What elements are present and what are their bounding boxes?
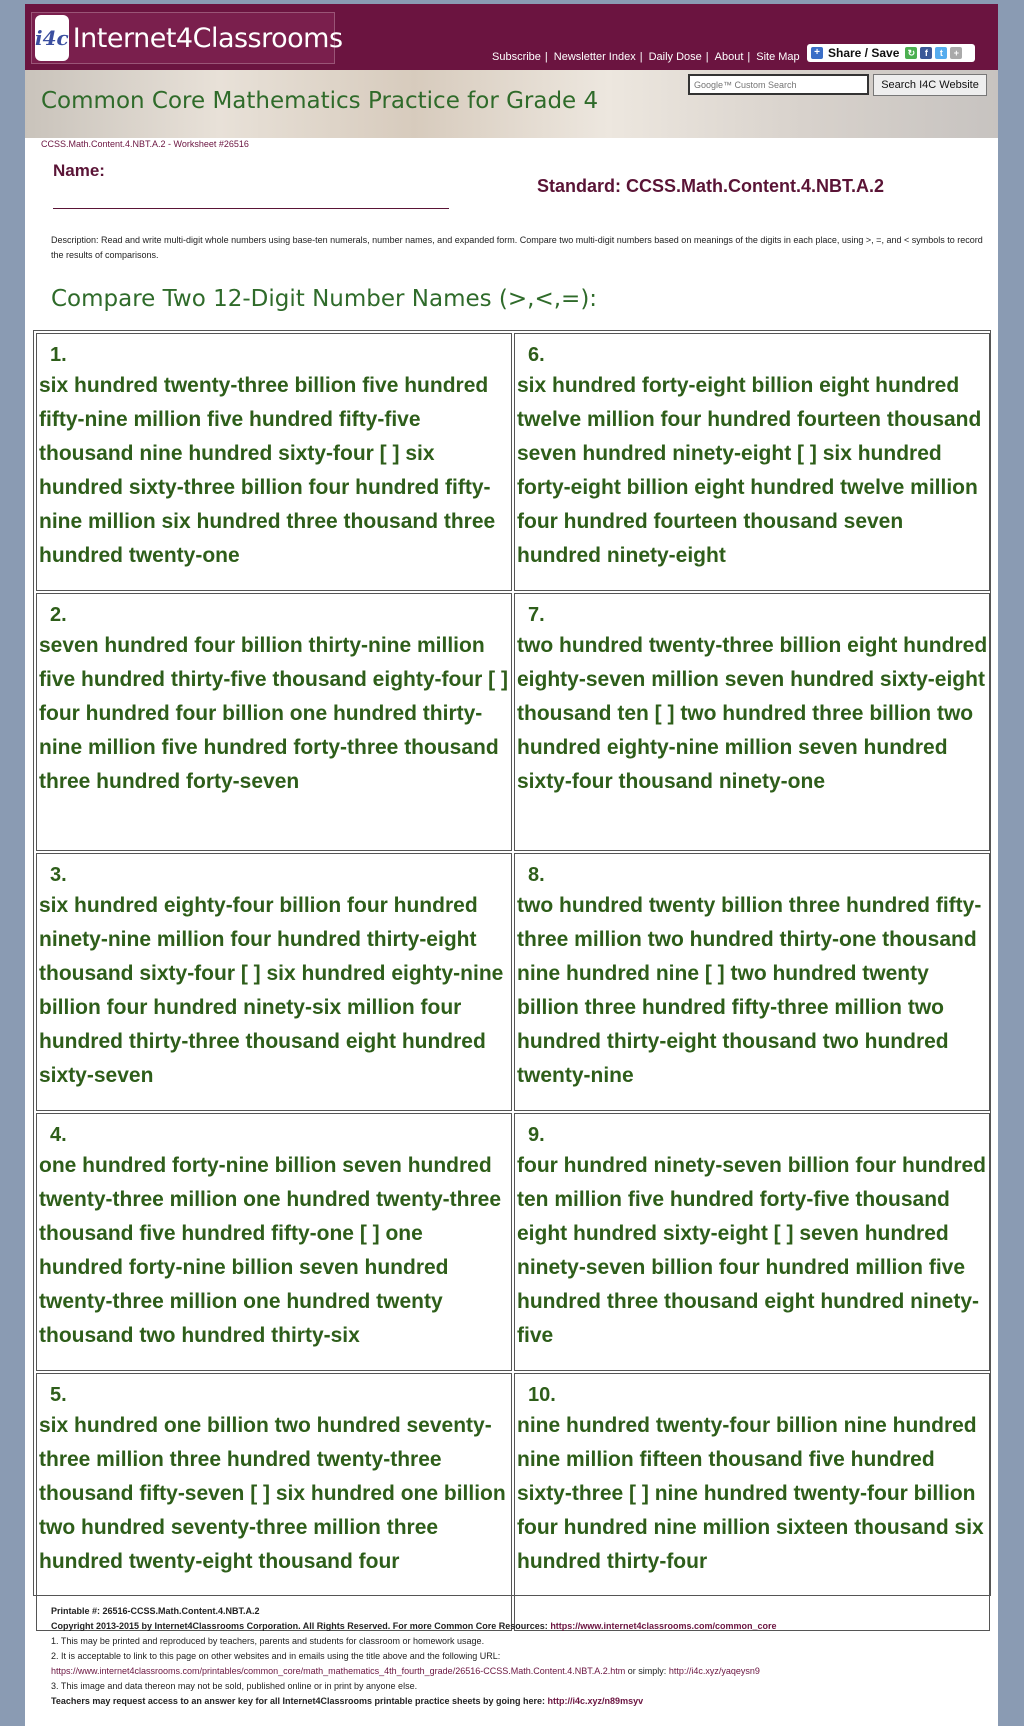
problem-text: one hundred forty-nine billion seven hundred twenty-three million one hundred twenty-three thousand five hundred fifty-one [ ] one hundred forty-nine billion seven hundred twenty-three million one hundred twenty thousand two hundred thirty-six [39,1154,502,1347]
logo-text: Internet4Classrooms [72,22,343,54]
common-core-link[interactable]: https://www.internet4classrooms.com/common_core [550,1621,777,1631]
usage-line-2: 2. It is acceptable to link to this page on other websites and in emails using the title above and the following URL: [51,1651,501,1661]
problem-cell [514,1373,990,1631]
nav-site-map[interactable]: Site Map [756,51,800,63]
i4c-logo-icon: i4c [35,15,69,61]
answer-key-note: Teachers may request access to an answer key for all Internet4Classrooms printable practice sheets by going here: http://i4c.xyz/n89msyv [51,1696,644,1706]
standard-label: Standard: CCSS.Math.Content.4.NBT.A.2 [537,176,885,196]
problem-number: 5. [50,1384,67,1406]
problem-text: six hundred one billion two hundred seventy-three million three hundred twenty-three thousand fifty-seven [ ] six hundred one billion two hundred seventy-three million three hundred twenty-eight thousand four [39,1414,506,1573]
problem-text: six hundred eighty-four billion four hundred ninety-nine million four hundred thirty-eight thousand sixty-four [ ] six hundred eighty-nine billion four hundred ninety-six million four hundred thirty-three thousand eight hundred sixty-seven [39,894,504,1087]
nav-about[interactable]: About [714,51,744,63]
problem-cell [514,1113,990,1371]
problem-number: 7. [528,604,545,626]
problem-number: 10. [528,1384,556,1406]
nav-separator: | [747,51,751,63]
share-icon: ↻ [905,47,917,59]
problem-number: 9. [528,1124,545,1146]
copyright: Copyright 2013-2015 by Internet4Classrooms Corporation. All Rights Reserved. For more Common Core Resources: https://www.internet4classrooms.com/common_core [51,1621,777,1631]
problem-number: 8. [528,864,545,886]
page-url-link[interactable]: https://www.internet4classrooms.com/printables/common_core/math_mathematics_4th_fourth_grade/26516-CCSS.Math.Content.4.NBT.A.2.htm [51,1666,626,1676]
problem-cell [514,593,990,851]
problem-cell [36,593,512,851]
site-header [25,4,998,138]
problem-number: 6. [528,344,545,366]
problem-text: two hundred twenty-three billion eight hundred eighty-seven million seven hundred sixty-eight thousand ten [ ] two hundred three billion two hundred eighty-nine million seven hundred sixty-four thousand ninety-one [517,634,988,793]
section-title: Compare Two 12-Digit Number Names (>,<,=): [51,286,598,312]
problem-number: 3. [50,864,67,886]
search-input[interactable] [688,74,869,95]
footer [51,1604,991,1709]
page-title: Common Core Mathematics Practice for Grade 4 [41,88,599,114]
facebook-icon: f [920,47,932,59]
problem-text: six hundred twenty-three billion five hundred fifty-nine million five hundred fifty-five thousand nine hundred sixty-four [ ] six hundred sixty-three billion four hundred fifty-nine million six hundred three thousand three hundred twenty-one [39,374,496,567]
header-bar [25,4,998,70]
short-url-link[interactable]: http://i4c.xyz/yaqeysn9 [668,1666,760,1676]
problem-cell [36,1373,512,1631]
search-button[interactable]: Search I4C Website [873,74,987,96]
description: Description: Read and write multi-digit whole numbers using base-ten numerals, number names, and expanded form. Compare two multi-digit numbers based on meanings of the digits in each place, using >, =, and < symbols to record the results of comparisons. [51,235,983,260]
usage-line-1: 1. This may be printed and reproduced by teachers, parents and students for classroom or homework usage. [51,1636,485,1646]
problem-text: six hundred forty-eight billion eight hundred twelve million four hundred fourteen thousand seven hundred ninety-eight [ ] six hundred forty-eight billion eight hundred twelve million four hundred fourteen thousand seven hundred ninety-eight [517,374,982,567]
problem-number: 1. [50,344,67,366]
name-label: Name: [53,161,105,180]
nav-daily-dose[interactable]: Daily Dose [648,51,702,63]
plus-icon: + [811,47,823,59]
problem-cell [36,853,512,1111]
site-logo[interactable] [31,12,343,64]
twitter-icon: t [935,47,947,59]
share-label: Share / Save [828,46,900,60]
nav-separator: | [544,51,548,63]
problem-text: four hundred ninety-seven billion four hundred ten million five hundred forty-five thousand eight hundred sixty-eight [ ] seven hundred ninety-seven billion four hundred million five hundred three thousand eight hundred ninety-five [517,1154,986,1347]
problem-cell [514,853,990,1111]
worksheet-id: CCSS.Math.Content.4.NBT.A.2 - Worksheet #26516 [41,139,249,149]
problem-text: two hundred twenty billion three hundred fifty-three million two hundred thirty-one thousand nine hundred nine [ ] two hundred twenty billion three hundred fifty-three million two hundred thirty-eight thousand two hundred twenty-nine [517,894,982,1087]
answer-key-link[interactable]: http://i4c.xyz/n89msyv [547,1696,644,1706]
usage-line-3: 3. This image and data thereon may not be sold, published online or in print by anyone else. [51,1681,418,1691]
problem-cell [36,333,512,591]
nav-newsletter-index[interactable]: Newsletter Index [553,51,636,63]
share-save-button[interactable] [807,44,975,62]
nav-separator: | [705,51,709,63]
nav-separator: | [639,51,643,63]
name-line [53,208,449,209]
problem-grid [33,330,991,1596]
more-icon: + [950,47,962,59]
problem-text: seven hundred four billion thirty-nine million five hundred thirty-five thousand eighty-four [ ] four hundred four billion one hundred thirty-nine million five hundred forty-three thousand three hundred forty-seven [39,634,508,793]
page [25,4,998,1726]
top-nav [492,51,804,63]
problem-cell [514,333,990,591]
problem-number: 4. [50,1124,67,1146]
problem-cell [36,1113,512,1371]
printable-number: Printable #: 26516-CCSS.Math.Content.4.NBT.A.2 [51,1606,260,1616]
problem-number: 2. [50,604,67,626]
problem-text: nine hundred twenty-four billion nine hundred nine million fifteen thousand five hundred sixty-three [ ] nine hundred twenty-four billion four hundred nine million sixteen thousand six hundred thirty-four [517,1414,984,1573]
nav-subscribe[interactable]: Subscribe [492,51,541,63]
url-line: https://www.internet4classrooms.com/printables/common_core/math_mathematics_4th_fourth_grade/26516-CCSS.Math.Content.4.NBT.A.2.htm or simply: http://i4c.xyz/yaqeysn9 [51,1666,760,1676]
